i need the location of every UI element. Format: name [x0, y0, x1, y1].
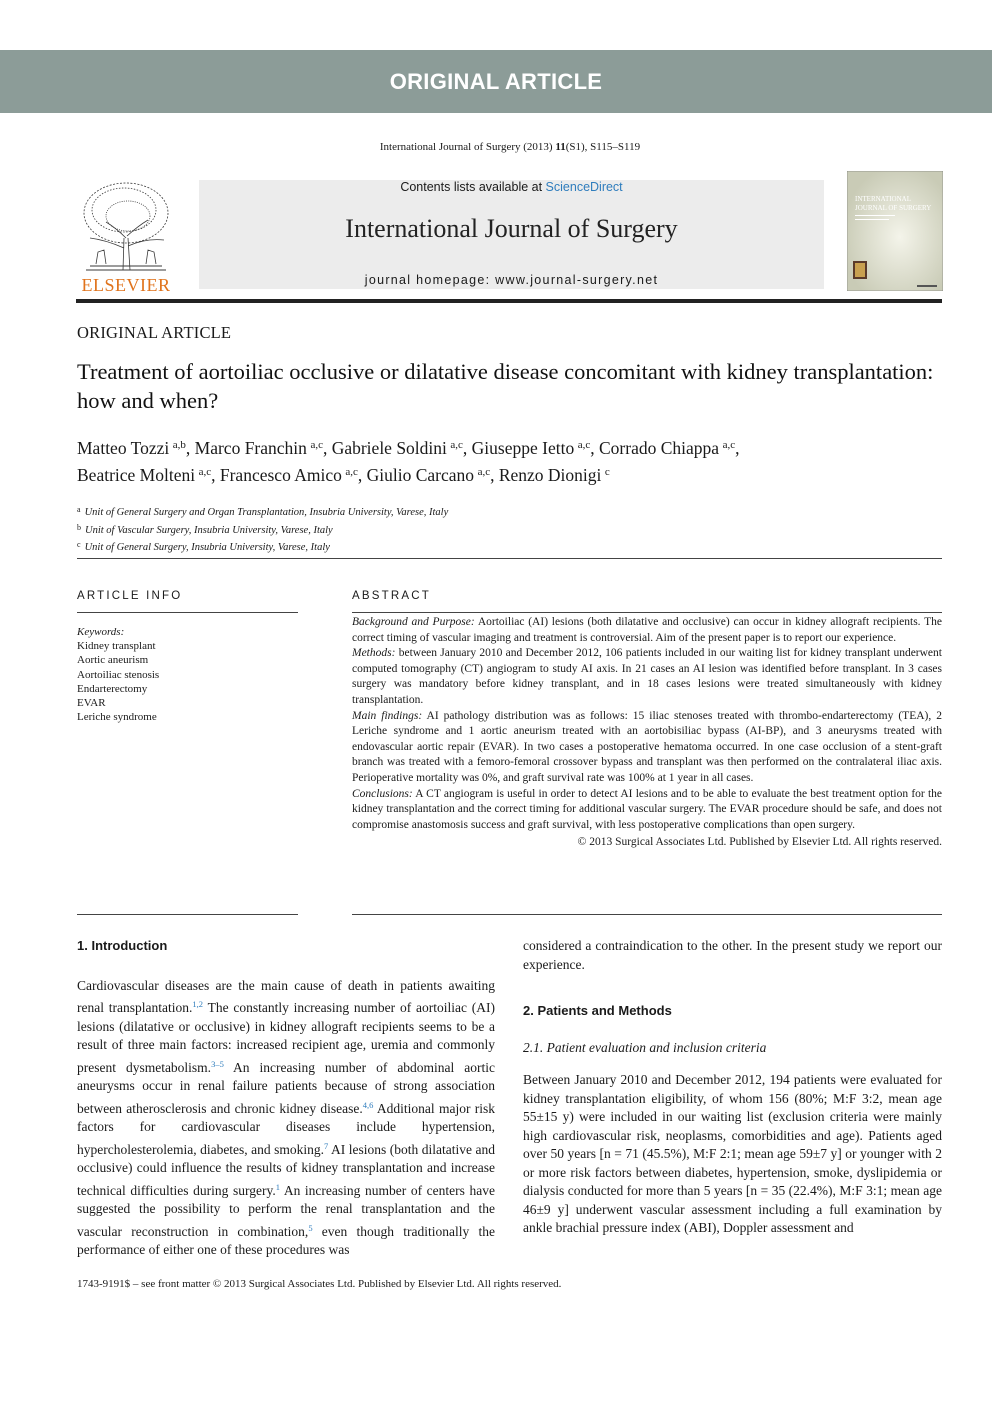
abstract-findings [352, 709, 942, 787]
body-right-column [523, 937, 942, 1238]
author-name[interactable]: Matteo Tozzi [77, 438, 170, 458]
intro-text: An increasing number of abdominal aortic aneurysms occur in renal failure patients because of strong association between atherosclerosis and chronic kidney disease. [77, 1059, 495, 1116]
title-block-rule [77, 558, 942, 559]
author-separator: , [735, 438, 740, 458]
author-list [77, 433, 937, 487]
article-info-rule [77, 612, 298, 613]
intro-text: even though traditionally the performance of either one of these procedures was [77, 1223, 496, 1257]
author-affiliation-marker: a,c [722, 439, 736, 451]
keywords-block [77, 625, 159, 724]
abstract-methods [352, 646, 942, 708]
author-separator: , [490, 465, 499, 485]
introduction-paragraph [77, 977, 495, 1260]
abstract-heading: ABSTRACT [352, 590, 431, 602]
keyword: Kidney transplant [77, 640, 156, 653]
introduction-heading: 1. Introduction [77, 938, 168, 953]
affiliation-item [77, 538, 448, 556]
intro-text: An increasing number of centers have suggested the possibility to perform the renal transplantation and the vascular reconstruction in combination, [77, 1182, 495, 1239]
keyword: Aortoiliac stenosis [77, 668, 160, 681]
intro-text: Additional major risk factors for cardiovascular diseases include hypertension, hypercholesterolemia, diabetes, and smoking. [77, 1100, 495, 1157]
author-affiliation-marker: a,c [198, 466, 212, 478]
cover-title-line2: JOURNAL OF SURGERY [855, 204, 932, 212]
author-name[interactable]: Giulio Carcano [366, 465, 475, 485]
intro-text: The constantly increasing number of aortoiliac (AI) lesions (dilatative or occlusive) in kidney allograft recipients seems to be a result of three main factors: increased recipient age, uremia and commonly present dysmetabolism. [77, 1000, 495, 1075]
affiliation-text: Unit of General Surgery, Insubria University, Varese, Italy [84, 542, 330, 553]
body-left-column [77, 937, 495, 1260]
journal-homepage[interactable]: journal homepage: www.journal-surgery.net [364, 273, 659, 287]
abstract-background [352, 615, 942, 646]
author-line-1 [77, 433, 937, 460]
author-name[interactable]: Corrado Chiappa [599, 438, 720, 458]
affiliation-list [77, 503, 448, 556]
cover-title-line1: INTERNATIONAL [855, 195, 911, 203]
abstract-bottom-rule [352, 914, 942, 915]
subsection-heading: 2.1. Patient evaluation and inclusion criteria [523, 1039, 767, 1055]
contents-line [199, 180, 824, 194]
article-type-banner [0, 50, 992, 113]
author-name[interactable]: Francesco Amico [219, 465, 342, 485]
abstract-conclusions [352, 787, 942, 834]
abstract-findings-text: AI pathology distribution was as follows: 15 iliac stenoses treated with thrombo-endarterectomy (TEA), 2 Leriche syndrome and 1 aortic aneurism treated with an aortobisiliac bypass (AI-BP), and 3 aneurysms treated with endovascular aortic repair (EVAR). In two cases a postoperative hematoma occurred. In one case occlusion of a stent-graft branch was treated with a femoro-femoral crossover bypass and transplant was then performed on the contralateral iliac axis. Perioperative mortality was 0%, and graft survival rate was 100% at 1 year in all cases. [352, 709, 942, 784]
affiliation-mark: a [77, 505, 81, 514]
sciencedirect-link[interactable]: ScienceDirect [545, 180, 623, 194]
abstract-background-label: Background and Purpose: [352, 616, 475, 628]
author-separator: , [185, 438, 195, 458]
author-affiliation-marker: a,c [310, 439, 323, 451]
author-affiliation-marker: a,b [172, 439, 186, 451]
citation-prefix: International Journal of Surgery (2013) [379, 141, 556, 153]
keyword: EVAR [77, 697, 106, 710]
article-info-bottom-rule [77, 914, 298, 915]
author-affiliation-marker: a,c [450, 439, 463, 451]
introduction-continuation: considered a contraindication to the other. In the present study we report our experience. [523, 938, 942, 972]
intro-text: Cardiovascular diseases are the main cause of death in patients awaiting renal transplantation. [77, 977, 495, 1015]
reference-link[interactable]: 5 [308, 1222, 313, 1233]
author-affiliation-marker: a,c [477, 466, 491, 478]
reference-link[interactable]: 3–5 [211, 1058, 224, 1069]
affiliation-item [77, 521, 448, 539]
journal-cover-thumbnail [847, 171, 943, 291]
header-rule [76, 299, 942, 303]
abstract-methods-label: Methods: [352, 647, 396, 660]
affiliation-mark: c [77, 540, 81, 549]
abstract-rule [352, 612, 942, 613]
abstract-body [352, 615, 942, 851]
patients-methods-heading: 2. Patients and Methods [523, 1003, 672, 1018]
abstract-methods-text: between January 2010 and December 2012, 106 patients included in our waiting list for kidney transplant underwent computed tomography (CT) angiogram to study AI axis. In 21 cases an AI lesion was identified before transplant. In 3 cases surgery was mandatory before kidney transplant, and in 18 cases lesions were treated simultaneously with kidney transplantation. [352, 647, 942, 706]
author-name[interactable]: Giuseppe Ietto [471, 438, 575, 458]
reference-link[interactable]: 1,2 [192, 999, 204, 1009]
reference-link[interactable]: 7 [324, 1140, 329, 1151]
article-section-label: ORIGINAL ARTICLE [77, 323, 232, 342]
abstract-findings-label: Main findings: [352, 709, 423, 722]
author-separator: , [462, 438, 472, 458]
abstract-conclusions-label: Conclusions: [352, 787, 413, 800]
affiliation-mark: b [77, 522, 81, 532]
author-affiliation-marker: a,c [345, 466, 358, 478]
intro-text: AI lesions (both dilatative and occlusive) could influence the results of kidney transplantation and increase technical difficulties during surgery. [77, 1141, 495, 1198]
keyword: Endarterectomy [77, 682, 148, 695]
author-separator: , [211, 465, 220, 485]
citation-volume: 11 [555, 141, 566, 153]
journal-citation [0, 141, 992, 153]
author-affiliation-marker: c [604, 466, 610, 478]
affiliation-item [77, 503, 448, 521]
keyword: Leriche syndrome [77, 711, 157, 724]
affiliation-text: Unit of Vascular Surgery, Insubria University, Varese, Italy [85, 524, 333, 536]
methods-paragraph: Between January 2010 and December 2012, 194 patients were evaluated for kidney transplantation eligibility, of whom 156 (80%; M:F 3:2, mean age 55±15 y) were included in our waiting list (exclusion criteria were mainly high cardiovascular risk, neoplasms, comorbidities and age). Patients aged over 50 years [n = 71 (45.5%), M:F 2:1; mean age 59±7 y] or younger with 2 or more risk factors between diabetes, hypertension, smoke, dyslipidemia or dialysis conducted for more than 5 years [n = 35 (22.4%), M:F 3:1; mean age 46±9 y] underwent vascular assessment including a full examination by ankle brachial pressure index (ABI), Doppler assessment and [523, 1072, 942, 1235]
article-info-heading: ARTICLE INFO [77, 590, 183, 602]
abstract-copyright: © 2013 Surgical Associates Ltd. Published by Elsevier Ltd. All rights reserved. [577, 836, 942, 849]
keywords-label: Keywords: [77, 626, 125, 638]
keyword: Aortic aneurism [77, 654, 149, 667]
author-affiliation-marker: a,c [577, 439, 591, 451]
author-separator: , [357, 465, 367, 485]
banner-label: ORIGINAL ARTICLE [389, 68, 603, 94]
author-line-2 [77, 460, 937, 487]
abstract-conclusions-text: A CT angiogram is useful in order to detect AI lesions and to be able to evaluate the best treatment option for the kidney transplantation and the correct timing for additional vascular surgery. The EVAR procedure should be safe, and does not compromise anastomosis success and graft survival, with less postoperative complications than open surgery. [352, 787, 942, 831]
author-name[interactable]: Renzo Dionigi [498, 465, 602, 485]
author-name[interactable]: Marco Franchin [194, 438, 307, 458]
author-name[interactable]: Beatrice Molteni [77, 465, 196, 485]
page-footer: 1743-9191$ – see front matter © 2013 Surgical Associates Ltd. Published by Elsevier Ltd. All rights reserved. [77, 1278, 562, 1290]
journal-name: International Journal of Surgery [345, 214, 678, 243]
publisher-name: ELSEVIER [81, 275, 171, 295]
author-separator: , [590, 438, 599, 458]
abstract-background-text: Aortoiliac (AI) lesions (both dilatative and occlusive) can occur in kidney allograft recipients. The correct timing of vascular imaging and treatment is controversial. Aim of the present paper is to report our experience. [352, 616, 942, 644]
contents-prefix: Contents lists available at [400, 180, 546, 194]
affiliation-text: Unit of General Surgery and Organ Transplantation, Insubria University, Varese, Italy [84, 507, 449, 518]
author-separator: , [322, 438, 332, 458]
article-title: Treatment of aortoiliac occlusive or dilatative disease concomitant with kidney transplantation: how and when? [77, 359, 934, 413]
citation-pages: (S1), S115–S119 [565, 141, 641, 153]
reference-link[interactable]: 4,6 [362, 1099, 374, 1110]
author-name[interactable]: Gabriele Soldini [331, 438, 447, 458]
reference-link[interactable]: 1 [275, 1181, 280, 1192]
